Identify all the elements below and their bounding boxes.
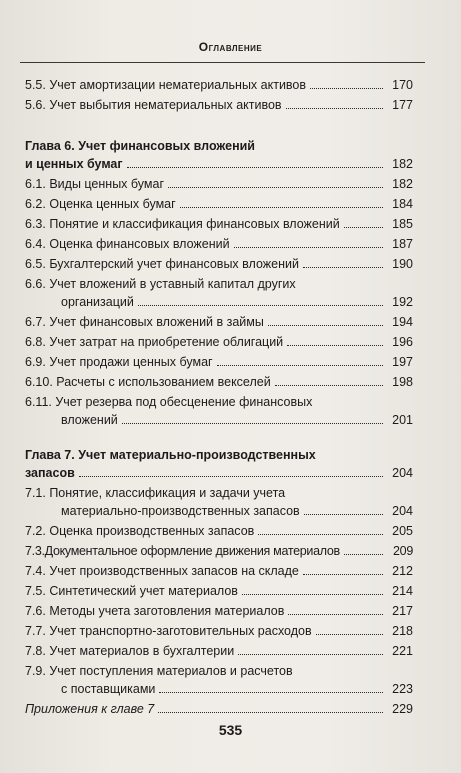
page-number: 198	[392, 375, 413, 389]
page-number: 205	[392, 524, 413, 538]
chapter-title-line: запасов	[25, 466, 75, 480]
page-number: 221	[392, 644, 413, 658]
page-number: 185	[392, 217, 413, 231]
toc-entry-7-4	[25, 562, 413, 580]
entry-title: 6.4. Оценка финансовых вложений	[25, 237, 230, 251]
entry-title: 6.2. Оценка ценных бумаг	[25, 197, 176, 211]
toc-entry-6-3	[25, 215, 413, 233]
entry-title-line: организаций	[61, 295, 134, 309]
toc-entry-6-7	[25, 313, 413, 331]
chapter-6-heading	[25, 137, 413, 173]
entry-title: 7.6. Методы учета заготовления материалов	[25, 604, 285, 618]
leader-dots	[159, 691, 383, 693]
entry-title: 6.8. Учет затрат на приобретение облигаций	[25, 335, 284, 349]
entry-title: 7.8. Учет материалов в бухгалтерии	[25, 644, 235, 658]
leader-dots	[122, 422, 383, 424]
toc-entry-6-11	[25, 393, 413, 429]
leader-dots	[344, 553, 383, 555]
entry-title: 6.1. Виды ценных бумаг	[25, 177, 164, 191]
page-number: 196	[392, 335, 413, 349]
page-number: 223	[392, 682, 413, 696]
leader-dots	[234, 246, 383, 248]
leader-dots	[138, 304, 383, 306]
page-number: 184	[392, 197, 413, 211]
toc-entry-7-8	[25, 642, 413, 660]
toc-entry-5-5	[25, 76, 413, 94]
toc-entry-6-2	[25, 195, 413, 213]
entry-title: 6.7. Учет финансовых вложений в займы	[25, 315, 264, 329]
leader-dots	[344, 226, 383, 228]
page-number: 204	[392, 504, 413, 518]
toc-group-7	[25, 446, 413, 718]
leader-dots	[288, 613, 383, 615]
toc-entry-7-3	[25, 542, 413, 560]
page-number: 177	[392, 98, 413, 112]
page-number: 182	[392, 157, 413, 171]
entry-title: Приложения к главе 7	[25, 702, 155, 716]
entry-title-line: с поставщиками	[61, 682, 156, 696]
leader-dots	[316, 633, 383, 635]
chapter-title-line: Глава 7. Учет материально-производственных	[25, 448, 316, 462]
toc-group-5	[25, 76, 413, 114]
chapter-title-line: и ценных бумаг	[25, 157, 123, 171]
toc-entry-7-2	[25, 522, 413, 540]
toc-entry-7-6	[25, 602, 413, 620]
chapter-title-line: Глава 6. Учет финансовых вложений	[25, 139, 255, 153]
entry-title: 6.9. Учет продажи ценных бумаг	[25, 355, 213, 369]
leader-dots	[303, 266, 383, 268]
toc-entry-6-4	[25, 235, 413, 253]
leader-dots	[310, 87, 383, 89]
entry-title: 7.7. Учет транспортно-заготовительных расходов	[25, 624, 312, 638]
entry-title-line: 6.11. Учет резерва под обесценение финансовых	[25, 395, 313, 409]
header-rule	[20, 62, 425, 63]
entry-title: 7.5. Синтетический учет материалов	[25, 584, 238, 598]
toc-entry-5-6	[25, 96, 413, 114]
leader-dots	[158, 711, 383, 713]
page-number: 197	[392, 355, 413, 369]
page-number: 187	[392, 237, 413, 251]
toc-entry-6-6	[25, 275, 413, 311]
leader-dots	[180, 206, 383, 208]
entry-title-line: 7.9. Учет поступления материалов и расчетов	[25, 664, 293, 678]
entry-title: 7.2. Оценка производственных запасов	[25, 524, 255, 538]
entry-title: 7.4. Учет производственных запасов на складе	[25, 564, 299, 578]
leader-dots	[258, 533, 383, 535]
toc-entry-6-9	[25, 353, 413, 371]
leader-dots	[286, 107, 383, 109]
leader-dots	[168, 186, 383, 188]
leader-dots	[304, 513, 383, 515]
toc-entry-7-5	[25, 582, 413, 600]
leader-dots	[217, 364, 383, 366]
page-number: 194	[392, 315, 413, 329]
entry-title-line: вложений	[61, 413, 118, 427]
page-number: 190	[392, 257, 413, 271]
page-number: 201	[392, 413, 413, 427]
toc-entry-7-7	[25, 622, 413, 640]
page-folio: 535	[218, 722, 243, 738]
entry-title: 6.3. Понятие и классификация финансовых вложений	[25, 217, 340, 231]
page-number: 218	[392, 624, 413, 638]
toc-entry-6-8	[25, 333, 413, 351]
running-head: Оглавление	[198, 40, 263, 54]
toc-entry-6-5	[25, 255, 413, 273]
leader-dots	[238, 653, 383, 655]
leader-dots	[303, 573, 383, 575]
toc-entry-7-1	[25, 484, 413, 520]
entry-title-line: 7.1. Понятие, классификация и задачи учета	[25, 486, 286, 500]
leader-dots	[127, 166, 383, 168]
page-number: 209	[393, 544, 413, 558]
toc-entry-7-9	[25, 662, 413, 698]
toc-entry-6-10	[25, 373, 413, 391]
page-number: 217	[392, 604, 413, 618]
leader-dots	[268, 324, 383, 326]
entry-title-line: 6.6. Учет вложений в уставный капитал других	[25, 277, 296, 291]
entry-title: 7.3.Документальное оформление движения материалов	[25, 544, 340, 558]
page-number: 170	[392, 78, 413, 92]
entry-title: 6.10. Расчеты с использованием векселей	[25, 375, 271, 389]
page-number: 204	[392, 466, 413, 480]
leader-dots	[79, 475, 383, 477]
leader-dots	[287, 344, 383, 346]
page-number: 192	[392, 295, 413, 309]
entry-title-line: материально-производственных запасов	[61, 504, 300, 518]
chapter-7-heading	[25, 446, 413, 482]
toc-entry-appendix	[25, 700, 413, 718]
leader-dots	[242, 593, 383, 595]
leader-dots	[275, 384, 383, 386]
page-number: 212	[392, 564, 413, 578]
entry-title: 5.5. Учет амортизации нематериальных активов	[25, 78, 307, 92]
toc-entry-6-1	[25, 175, 413, 193]
page-number: 182	[392, 177, 413, 191]
entry-title: 5.6. Учет выбытия нематериальных активов	[25, 98, 282, 112]
entry-title: 6.5. Бухгалтерский учет финансовых вложений	[25, 257, 299, 271]
page-number: 229	[392, 702, 413, 716]
toc-group-6	[25, 137, 413, 429]
page-number: 214	[392, 584, 413, 598]
